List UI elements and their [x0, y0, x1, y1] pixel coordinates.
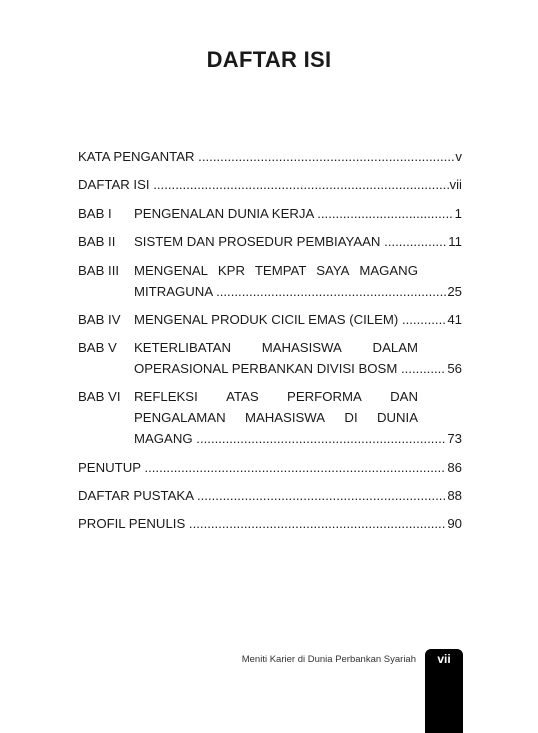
chapter-label: BAB II [78, 234, 116, 249]
toc-page-number: 1 [454, 206, 462, 221]
title-word: SAYA [316, 263, 350, 278]
toc-entry-daftar-pustaka[interactable] [78, 485, 462, 506]
page-title: DAFTAR ISI [206, 47, 332, 72]
toc-entry-text: DAFTAR PUSTAKA ..... [78, 485, 446, 506]
title-word: PERFORMA [287, 389, 362, 404]
toc-entry-bab-5[interactable] [78, 337, 462, 379]
toc-page-number: vii [449, 177, 462, 192]
toc-page-number: 86 [447, 460, 462, 475]
title-word: KPR [217, 263, 245, 278]
toc-entry-kata-pengantar[interactable] [78, 146, 462, 167]
toc-entry-daftar-isi[interactable] [78, 174, 462, 195]
table-of-contents [78, 146, 462, 531]
toc-entry-text: MITRAGUNA ..... [134, 281, 446, 302]
toc-page-number: 11 [448, 234, 462, 249]
toc-entry-text: PROFIL PENULIS ..... [78, 513, 446, 534]
toc-entry-text: MENGENAL PRODUK CICIL EMAS (CILEM) ..... [134, 309, 446, 330]
toc-entry-text: MAGANG ..... [134, 428, 446, 449]
toc-entry-text: PENGENALAN DUNIA KERJA ..... [134, 203, 454, 224]
title-word: MAHASISWA [261, 340, 342, 355]
page-number-tab [425, 649, 463, 733]
title-word: DALAM [372, 340, 418, 355]
toc-entry-penutup[interactable] [78, 457, 462, 478]
title-word: DUNIA [376, 410, 418, 425]
page-number: vii [437, 652, 451, 666]
toc-entry-text: PENUTUP ..... [78, 457, 446, 478]
toc-entry-profil-penulis[interactable] [78, 513, 462, 534]
toc-entry-text: DAFTAR ISI ..... [78, 174, 449, 195]
toc-entry-bab-4[interactable] [78, 309, 462, 330]
title-word: DAN [390, 389, 418, 404]
toc-entry-bab-1[interactable] [78, 203, 462, 224]
title-word: KETERLIBATAN [134, 340, 231, 355]
title-word: MENGENAL [134, 263, 209, 278]
toc-entry-text: KATA PENGANTAR ..... [78, 146, 454, 167]
title-word: MAHASISWA [244, 410, 326, 425]
toc-entry-bab-6[interactable] [78, 386, 462, 449]
chapter-label: BAB IV [78, 312, 121, 327]
toc-page-number: 88 [447, 488, 462, 503]
toc-page-number: 73 [447, 431, 462, 446]
toc-entry-bab-2[interactable] [78, 231, 462, 252]
chapter-label: BAB III [78, 263, 120, 278]
toc-entry-bab-3[interactable] [78, 260, 462, 302]
toc-entry-text: OPERASIONAL PERBANKAN DIVISI BOSM ..... [134, 358, 446, 379]
title-word: MAGANG [359, 263, 418, 278]
toc-page-number: v [455, 149, 462, 164]
toc-page-number: 90 [447, 516, 462, 531]
toc-entry-text: SISTEM DAN PROSEDUR PEMBIAYAAN ..... [134, 231, 447, 252]
title-word: ATAS [226, 389, 259, 404]
chapter-label: BAB I [78, 206, 112, 221]
title-word: TEMPAT [254, 263, 307, 278]
chapter-label: BAB V [78, 340, 117, 355]
chapter-label: BAB VI [78, 389, 121, 404]
toc-page-number: 41 [447, 312, 462, 327]
title-word: PENGALAMAN [134, 410, 226, 425]
toc-page-number: 25 [447, 284, 462, 299]
toc-page-number: 56 [447, 361, 462, 376]
title-word: DI [344, 410, 358, 425]
title-word: REFLEKSI [134, 389, 198, 404]
running-footer-title: Meniti Karier di Dunia Perbankan Syariah [241, 654, 416, 665]
